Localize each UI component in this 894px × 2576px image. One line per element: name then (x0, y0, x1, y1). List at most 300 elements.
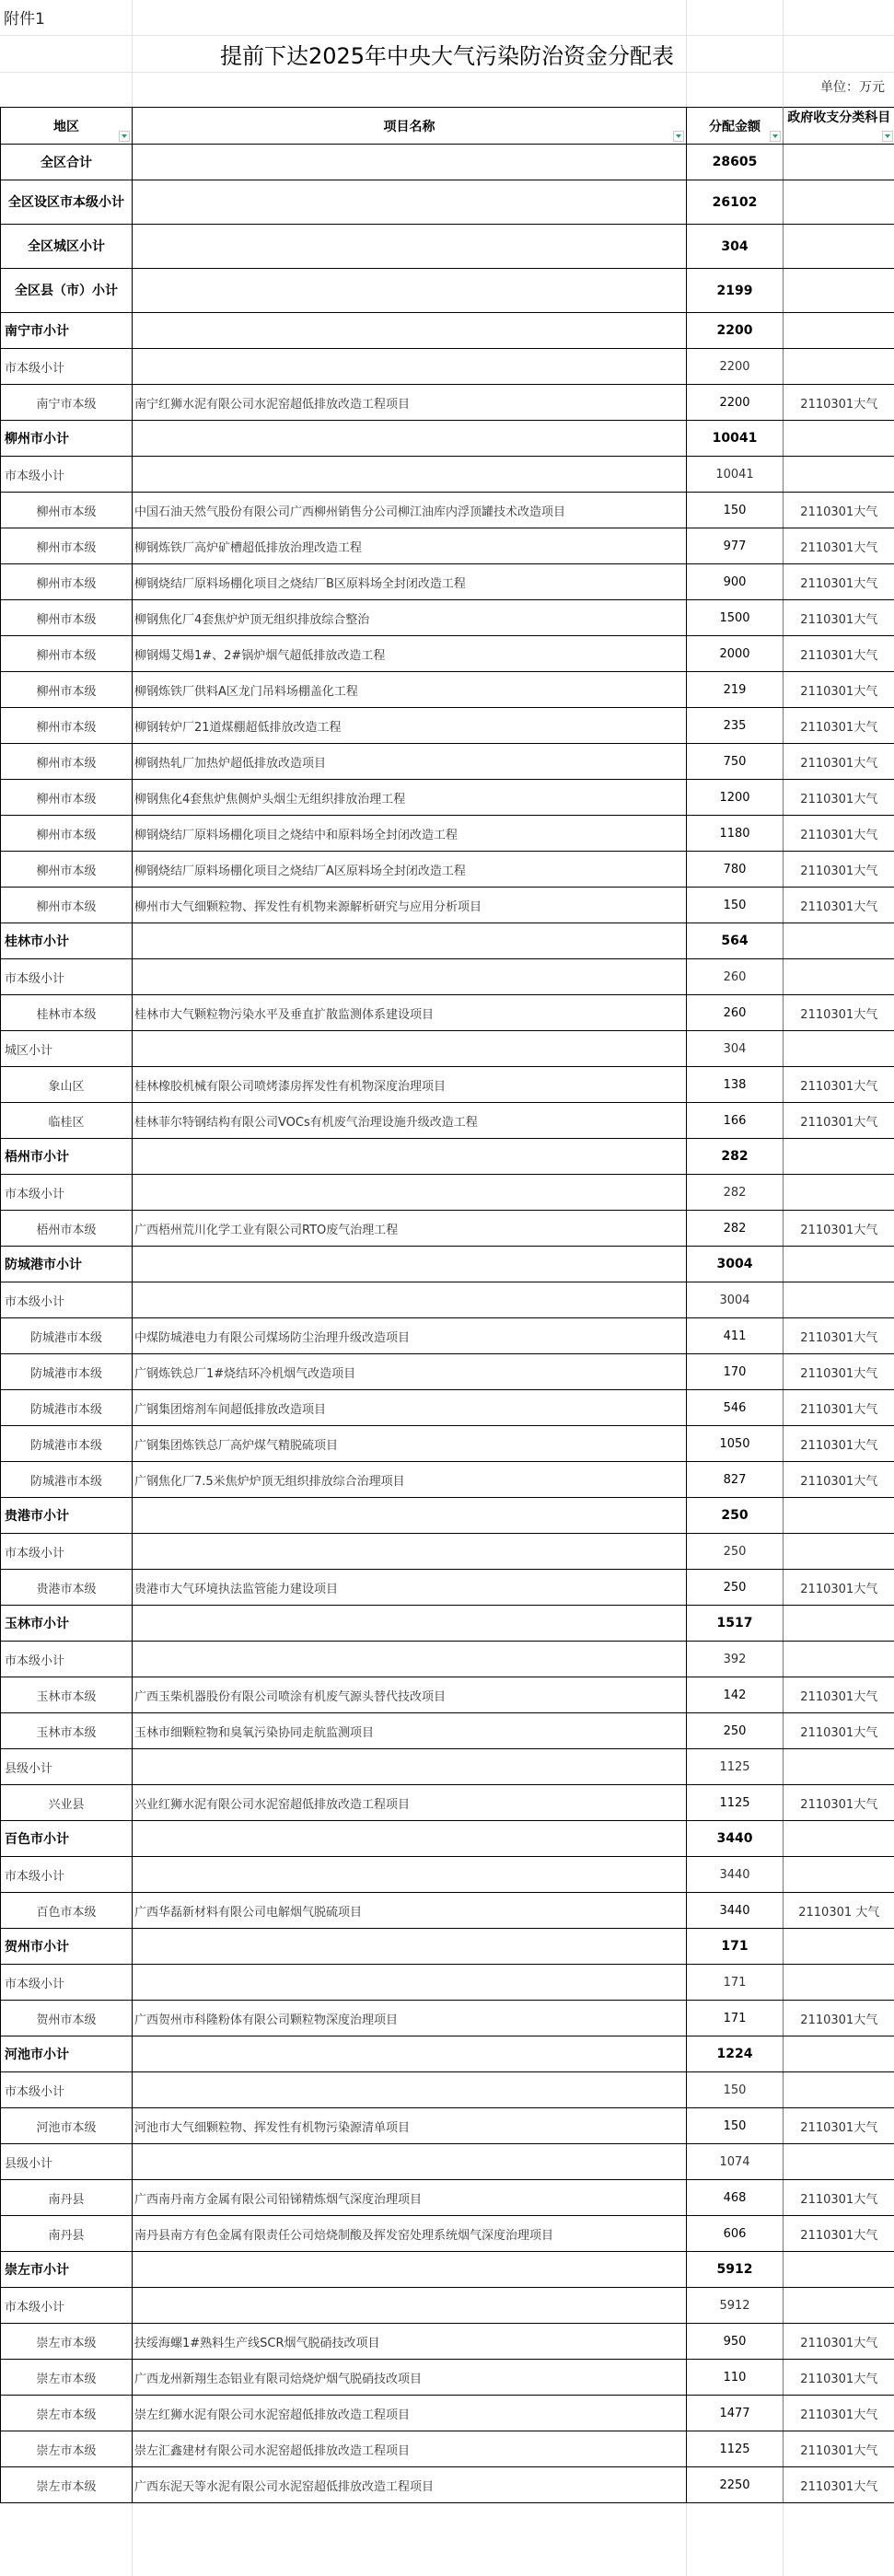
table-row (1, 744, 894, 780)
project-name-cell[interactable]: 南宁红狮水泥有限公司水泥窑超低排放改造工程项目 (133, 385, 687, 421)
classification-cell[interactable]: 2110301大气 (784, 816, 894, 852)
classification-cell[interactable] (784, 1139, 894, 1175)
classification-cell[interactable] (784, 2288, 894, 2324)
amount-cell[interactable]: 28605 (687, 145, 784, 180)
table-row (1, 1929, 894, 1965)
amount-cell[interactable]: 171 (687, 1965, 784, 2001)
amount-cell[interactable]: 606 (687, 2216, 784, 2252)
classification-cell[interactable] (784, 1929, 894, 1965)
amount-cell[interactable]: 250 (687, 1570, 784, 1606)
region-cell[interactable]: 贺州市小计 (1, 1929, 133, 1965)
region-cell[interactable]: 百色市小计 (1, 1821, 133, 1857)
classification-cell[interactable]: 2110301大气 (784, 780, 894, 816)
classification-cell[interactable]: 2110301大气 (784, 2396, 894, 2431)
region-cell[interactable]: 柳州市本级 (1, 708, 133, 744)
project-name-cell[interactable]: 柳钢烧结厂原料场棚化项目之烧结中和原料场全封闭改造工程 (133, 816, 687, 852)
amount-cell[interactable]: 1200 (687, 780, 784, 816)
amount-cell[interactable]: 1125 (687, 1749, 784, 1785)
filter-dropdown-icon[interactable] (770, 131, 781, 142)
region-cell[interactable]: 柳州市本级 (1, 493, 133, 528)
amount-cell[interactable]: 150 (687, 2072, 784, 2108)
project-name-cell[interactable] (133, 1857, 687, 1893)
region-cell[interactable]: 全区设区市本级小计 (1, 180, 133, 225)
amount-cell[interactable]: 138 (687, 1067, 784, 1103)
table-row (1, 1247, 894, 1282)
allocation-table (0, 107, 894, 2503)
classification-cell[interactable]: 2110301大气 (784, 528, 894, 564)
amount-cell[interactable]: 282 (687, 1139, 784, 1175)
project-name-cell[interactable] (133, 349, 687, 385)
table-row (1, 180, 894, 225)
table-row (1, 2072, 894, 2108)
project-name-cell[interactable]: 河池市大气细颗粒物、挥发性有机物污染源清单项目 (133, 2108, 687, 2144)
classification-cell[interactable] (784, 1498, 894, 1534)
project-name-cell[interactable] (133, 269, 687, 313)
table-row (1, 923, 894, 959)
project-name-cell[interactable]: 南丹县南方有色金属有限责任公司焙烧制酸及挥发窑处理系统烟气深度治理项目 (133, 2216, 687, 2252)
amount-cell[interactable]: 10041 (687, 457, 784, 493)
amount-cell[interactable]: 900 (687, 564, 784, 600)
amount-cell[interactable]: 1125 (687, 2431, 784, 2467)
region-cell[interactable]: 玉林市本级 (1, 1713, 133, 1749)
region-cell[interactable]: 市本级小计 (1, 959, 133, 995)
project-name-cell[interactable] (133, 1606, 687, 1642)
region-cell[interactable]: 河池市本级 (1, 2108, 133, 2144)
amount-cell[interactable]: 219 (687, 672, 784, 708)
classification-cell[interactable] (784, 2144, 894, 2180)
project-name-cell[interactable]: 柳钢热轧厂加热炉超低排放改造项目 (133, 744, 687, 780)
attachment-label: 附件1 (4, 10, 45, 29)
region-cell[interactable]: 玉林市小计 (1, 1606, 133, 1642)
project-name-cell[interactable]: 柳钢烧结厂原料场棚化项目之烧结厂B区原料场全封闭改造工程 (133, 564, 687, 600)
classification-cell[interactable] (784, 2036, 894, 2072)
project-name-cell[interactable]: 贵港市大气环境执法监管能力建设项目 (133, 1570, 687, 1606)
amount-cell[interactable]: 2200 (687, 349, 784, 385)
classification-cell[interactable]: 2110301大气 (784, 2180, 894, 2216)
table-row (1, 1606, 894, 1642)
classification-cell[interactable]: 2110301大气 (784, 1426, 894, 1462)
table-row (1, 2180, 894, 2216)
region-cell[interactable]: 崇左市本级 (1, 2396, 133, 2431)
amount-cell[interactable]: 3440 (687, 1857, 784, 1893)
project-name-cell[interactable]: 柳钢炼铁厂供料A区龙门吊料场棚盖化工程 (133, 672, 687, 708)
classification-cell[interactable] (784, 180, 894, 225)
region-cell[interactable]: 市本级小计 (1, 2072, 133, 2108)
amount-cell[interactable]: 250 (687, 1534, 784, 1570)
amount-cell[interactable]: 150 (687, 2108, 784, 2144)
project-name-cell[interactable]: 广西梧州荒川化学工业有限公司RTO废气治理工程 (133, 1211, 687, 1247)
region-cell[interactable]: 全区县（市）小计 (1, 269, 133, 313)
project-name-cell[interactable] (133, 1247, 687, 1282)
project-name-cell[interactable] (133, 1534, 687, 1570)
classification-cell[interactable] (784, 959, 894, 995)
table-row (1, 1067, 894, 1103)
region-cell[interactable]: 县级小计 (1, 1749, 133, 1785)
table-row (1, 2144, 894, 2180)
project-name-cell[interactable]: 中国石油天然气股份有限公司广西柳州销售分公司柳江油库内浮顶罐技术改造项目 (133, 493, 687, 528)
classification-cell[interactable] (784, 1749, 894, 1785)
project-name-cell[interactable]: 广西贺州市科隆粉体有限公司颗粒物深度治理项目 (133, 2001, 687, 2036)
project-name-cell[interactable] (133, 225, 687, 269)
amount-cell[interactable]: 411 (687, 1318, 784, 1354)
project-name-cell[interactable] (133, 457, 687, 493)
amount-cell[interactable]: 392 (687, 1642, 784, 1677)
amount-cell[interactable]: 2200 (687, 385, 784, 421)
project-name-cell[interactable]: 柳钢烧结厂原料场棚化项目之烧结厂A区原料场全封闭改造工程 (133, 852, 687, 888)
region-cell[interactable]: 防城港市本级 (1, 1354, 133, 1390)
amount-cell[interactable]: 5912 (687, 2288, 784, 2324)
classification-cell[interactable] (784, 349, 894, 385)
amount-cell[interactable]: 2250 (687, 2467, 784, 2503)
region-cell[interactable]: 崇左市本级 (1, 2324, 133, 2360)
table-body (1, 145, 894, 2503)
classification-cell[interactable]: 2110301大气 (784, 1354, 894, 1390)
region-cell[interactable]: 市本级小计 (1, 349, 133, 385)
amount-cell[interactable]: 150 (687, 888, 784, 923)
project-name-cell[interactable]: 广西玉柴机器股份有限公司喷涂有机废气源头替代技改项目 (133, 1677, 687, 1713)
region-cell[interactable]: 贺州市本级 (1, 2001, 133, 2036)
table-row (1, 600, 894, 636)
region-cell[interactable]: 柳州市本级 (1, 528, 133, 564)
region-cell[interactable]: 柳州市本级 (1, 600, 133, 636)
amount-cell[interactable]: 171 (687, 1929, 784, 1965)
project-name-cell[interactable] (133, 421, 687, 457)
classification-cell[interactable]: 2110301大气 (784, 600, 894, 636)
region-cell[interactable]: 南宁市小计 (1, 313, 133, 349)
project-name-cell[interactable] (133, 2252, 687, 2288)
region-cell[interactable]: 柳州市本级 (1, 564, 133, 600)
region-cell[interactable]: 贵港市本级 (1, 1570, 133, 1606)
classification-cell[interactable]: 2110301大气 (784, 708, 894, 744)
project-name-cell[interactable]: 桂林市大气颗粒物污染水平及垂直扩散监测体系建设项目 (133, 995, 687, 1031)
classification-cell[interactable]: 2110301大气 (784, 2431, 894, 2467)
classification-cell[interactable] (784, 225, 894, 269)
region-cell[interactable]: 市本级小计 (1, 1857, 133, 1893)
classification-cell[interactable]: 2110301大气 (784, 636, 894, 672)
table-row (1, 2467, 894, 2503)
amount-cell[interactable]: 1477 (687, 2396, 784, 2431)
table-row (1, 1211, 894, 1247)
project-name-cell[interactable] (133, 2288, 687, 2324)
classification-cell[interactable]: 2110301 大气 (784, 1893, 894, 1929)
project-name-cell[interactable]: 柳钢炼铁厂高炉矿槽超低排放治理改造工程 (133, 528, 687, 564)
region-cell[interactable]: 市本级小计 (1, 1175, 133, 1211)
classification-cell[interactable]: 2110301大气 (784, 2467, 894, 2503)
amount-cell[interactable]: 1500 (687, 600, 784, 636)
region-cell[interactable]: 玉林市本级 (1, 1677, 133, 1713)
classification-cell[interactable] (784, 1175, 894, 1211)
amount-cell[interactable]: 2200 (687, 313, 784, 349)
classification-cell[interactable]: 2110301大气 (784, 1211, 894, 1247)
amount-cell[interactable]: 110 (687, 2360, 784, 2396)
classification-cell[interactable] (784, 269, 894, 313)
region-cell[interactable]: 全区城区小计 (1, 225, 133, 269)
classification-cell[interactable]: 2110301大气 (784, 2360, 894, 2396)
table-row (1, 1354, 894, 1390)
project-name-cell[interactable]: 桂林菲尔特钢结构有限公司VOCs有机废气治理设施升级改造工程 (133, 1103, 687, 1139)
project-name-cell[interactable]: 柳钢煬艾煬1#、2#锅炉烟气超低排放改造工程 (133, 636, 687, 672)
region-cell[interactable]: 防城港市本级 (1, 1462, 133, 1498)
classification-cell[interactable] (784, 2252, 894, 2288)
classification-cell[interactable]: 2110301大气 (784, 1103, 894, 1139)
amount-cell[interactable]: 3440 (687, 1821, 784, 1857)
classification-cell[interactable]: 2110301大气 (784, 2216, 894, 2252)
project-name-cell[interactable]: 崇左红狮水泥有限公司水泥窑超低排放改造工程项目 (133, 2396, 687, 2431)
table-row (1, 1965, 894, 2001)
table-row (1, 816, 894, 852)
classification-cell[interactable]: 2110301大气 (784, 1462, 894, 1498)
region-cell[interactable]: 柳州市本级 (1, 672, 133, 708)
region-cell[interactable]: 全区合计 (1, 145, 133, 180)
region-cell[interactable]: 市本级小计 (1, 1642, 133, 1677)
classification-cell[interactable]: 2110301大气 (784, 2108, 894, 2144)
classification-cell[interactable]: 2110301大气 (784, 744, 894, 780)
project-name-cell[interactable] (133, 1642, 687, 1677)
project-name-cell[interactable] (133, 313, 687, 349)
region-cell[interactable]: 梧州市小计 (1, 1139, 133, 1175)
project-name-cell[interactable]: 广钢炼铁总厂1#烧结环冷机烟气改造项目 (133, 1354, 687, 1390)
region-cell[interactable]: 防城港市本级 (1, 1390, 133, 1426)
region-cell[interactable]: 市本级小计 (1, 1965, 133, 2001)
table-row (1, 145, 894, 180)
classification-cell[interactable] (784, 457, 894, 493)
amount-cell[interactable]: 304 (687, 1031, 784, 1067)
classification-cell[interactable]: 2110301大气 (784, 2324, 894, 2360)
amount-cell[interactable]: 827 (687, 1462, 784, 1498)
classification-cell[interactable] (784, 1606, 894, 1642)
project-name-cell[interactable] (133, 1498, 687, 1534)
amount-cell[interactable]: 250 (687, 1498, 784, 1534)
classification-cell[interactable]: 2110301大气 (784, 1067, 894, 1103)
amount-cell[interactable]: 1180 (687, 816, 784, 852)
amount-cell[interactable]: 1074 (687, 2144, 784, 2180)
region-cell[interactable]: 柳州市本级 (1, 816, 133, 852)
amount-cell[interactable]: 5912 (687, 2252, 784, 2288)
amount-cell[interactable]: 750 (687, 744, 784, 780)
classification-cell[interactable]: 2110301大气 (784, 1390, 894, 1426)
amount-cell[interactable]: 304 (687, 225, 784, 269)
filter-dropdown-icon[interactable] (119, 131, 130, 142)
region-cell[interactable]: 柳州市小计 (1, 421, 133, 457)
project-name-cell[interactable]: 广西华磊新材料有限公司电解烟气脱硫项目 (133, 1893, 687, 1929)
amount-cell[interactable]: 546 (687, 1390, 784, 1426)
classification-cell[interactable] (784, 1821, 894, 1857)
project-name-cell[interactable] (133, 1175, 687, 1211)
region-cell[interactable]: 崇左市本级 (1, 2431, 133, 2467)
amount-cell[interactable]: 1050 (687, 1426, 784, 1462)
table-row (1, 708, 894, 744)
amount-cell[interactable]: 2000 (687, 636, 784, 672)
amount-cell[interactable]: 171 (687, 2001, 784, 2036)
region-cell[interactable]: 市本级小计 (1, 1534, 133, 1570)
amount-cell[interactable]: 150 (687, 493, 784, 528)
amount-cell[interactable]: 235 (687, 708, 784, 744)
region-cell[interactable]: 崇左市小计 (1, 2252, 133, 2288)
table-row (1, 564, 894, 600)
project-name-cell[interactable] (133, 145, 687, 180)
amount-cell[interactable]: 1224 (687, 2036, 784, 2072)
table-row (1, 1031, 894, 1067)
amount-cell[interactable]: 977 (687, 528, 784, 564)
classification-cell[interactable]: 2110301大气 (784, 1785, 894, 1821)
classification-cell[interactable] (784, 1282, 894, 1318)
table-row (1, 493, 894, 528)
table-row (1, 2001, 894, 2036)
classification-cell[interactable] (784, 1031, 894, 1067)
table-row (1, 421, 894, 457)
region-cell[interactable]: 贵港市小计 (1, 1498, 133, 1534)
amount-cell[interactable]: 166 (687, 1103, 784, 1139)
region-cell[interactable]: 柳州市本级 (1, 636, 133, 672)
region-cell[interactable]: 百色市本级 (1, 1893, 133, 1929)
project-name-cell[interactable] (133, 1139, 687, 1175)
amount-cell[interactable]: 780 (687, 852, 784, 888)
project-name-cell[interactable]: 广西龙州新翔生态铝业有限司焙烧炉烟气脱硝技改项目 (133, 2360, 687, 2396)
region-cell[interactable]: 梧州市本级 (1, 1211, 133, 1247)
classification-cell[interactable] (784, 1642, 894, 1677)
region-cell[interactable]: 象山区 (1, 1067, 133, 1103)
project-name-cell[interactable] (133, 2144, 687, 2180)
table-row (1, 2431, 894, 2467)
classification-cell[interactable] (784, 2072, 894, 2108)
classification-cell[interactable] (784, 313, 894, 349)
table-row (1, 780, 894, 816)
region-cell[interactable]: 南宁市本级 (1, 385, 133, 421)
project-name-cell[interactable] (133, 1929, 687, 1965)
project-name-cell[interactable]: 中煤防城港电力有限公司煤场防尘治理升级改造项目 (133, 1318, 687, 1354)
classification-cell[interactable] (784, 421, 894, 457)
table-row (1, 1390, 894, 1426)
project-name-cell[interactable]: 柳钢转炉厂21道煤棚超低排放改造工程 (133, 708, 687, 744)
amount-cell[interactable]: 1125 (687, 1785, 784, 1821)
classification-cell[interactable]: 2110301大气 (784, 672, 894, 708)
project-name-cell[interactable] (133, 1282, 687, 1318)
amount-cell[interactable]: 3004 (687, 1247, 784, 1282)
region-cell[interactable]: 柳州市本级 (1, 888, 133, 923)
filter-dropdown-icon[interactable] (882, 131, 893, 142)
classification-cell[interactable] (784, 1247, 894, 1282)
project-name-cell[interactable] (133, 2036, 687, 2072)
project-name-cell[interactable]: 柳钢焦化厂4套焦炉炉顶无组织排放综合整治 (133, 600, 687, 636)
region-cell[interactable]: 河池市小计 (1, 2036, 133, 2072)
classification-cell[interactable]: 2110301大气 (784, 385, 894, 421)
amount-cell[interactable]: 260 (687, 995, 784, 1031)
amount-cell[interactable]: 564 (687, 923, 784, 959)
amount-cell[interactable]: 3004 (687, 1282, 784, 1318)
column-header-region: 地区 (1, 108, 133, 145)
project-name-cell[interactable] (133, 1749, 687, 1785)
project-name-cell[interactable]: 广钢集团熔剂车间超低排放改造项目 (133, 1390, 687, 1426)
classification-cell[interactable]: 2110301大气 (784, 995, 894, 1031)
amount-cell[interactable]: 282 (687, 1211, 784, 1247)
amount-cell[interactable]: 1517 (687, 1606, 784, 1642)
project-name-cell[interactable]: 桂林橡胶机械有限公司喷烤漆房挥发性有机物深度治理项目 (133, 1067, 687, 1103)
project-name-cell[interactable]: 柳州市大气细颗粒物、挥发性有机物来源解析研究与应用分析项目 (133, 888, 687, 923)
region-cell[interactable]: 柳州市本级 (1, 744, 133, 780)
project-name-cell[interactable]: 崇左汇鑫建材有限公司水泥窑超低排放改造工程项目 (133, 2431, 687, 2467)
project-name-cell[interactable]: 广钢焦化厂7.5米焦炉炉顶无组织排放综合治理项目 (133, 1462, 687, 1498)
table-row (1, 852, 894, 888)
region-cell[interactable]: 桂林市本级 (1, 995, 133, 1031)
amount-cell[interactable]: 282 (687, 1175, 784, 1211)
region-cell[interactable]: 桂林市小计 (1, 923, 133, 959)
project-name-cell[interactable]: 广钢集团炼铁总厂高炉煤气精脱硫项目 (133, 1426, 687, 1462)
classification-cell[interactable] (784, 1534, 894, 1570)
region-cell[interactable]: 柳州市本级 (1, 780, 133, 816)
project-name-cell[interactable]: 玉林市细颗粒物和臭氧污染协同走航监测项目 (133, 1713, 687, 1749)
classification-cell[interactable]: 2110301大气 (784, 1570, 894, 1606)
amount-cell[interactable]: 950 (687, 2324, 784, 2360)
project-name-cell[interactable]: 广西东泥天等水泥有限公司水泥窑超低排放改造工程项目 (133, 2467, 687, 2503)
project-name-cell[interactable] (133, 2072, 687, 2108)
amount-cell[interactable]: 170 (687, 1354, 784, 1390)
project-name-cell[interactable]: 兴业红狮水泥有限公司水泥窑超低排放改造工程项目 (133, 1785, 687, 1821)
table-row (1, 672, 894, 708)
amount-cell[interactable]: 142 (687, 1677, 784, 1713)
region-cell[interactable]: 市本级小计 (1, 457, 133, 493)
region-cell[interactable]: 崇左市本级 (1, 2360, 133, 2396)
project-name-cell[interactable]: 柳钢焦化4套焦炉焦侧炉头烟尘无组织排放治理工程 (133, 780, 687, 816)
project-name-cell[interactable] (133, 180, 687, 225)
region-cell[interactable]: 临桂区 (1, 1103, 133, 1139)
region-cell[interactable]: 南丹县 (1, 2180, 133, 2216)
table-row (1, 1570, 894, 1606)
region-cell[interactable]: 南丹县 (1, 2216, 133, 2252)
amount-cell[interactable]: 3440 (687, 1893, 784, 1929)
table-row (1, 1103, 894, 1139)
amount-cell[interactable]: 260 (687, 959, 784, 995)
region-cell[interactable]: 柳州市本级 (1, 852, 133, 888)
project-name-cell[interactable]: 扶绥海螺1#熟料生产线SCR烟气脱硝技改项目 (133, 2324, 687, 2360)
classification-cell[interactable] (784, 923, 894, 959)
project-name-cell[interactable] (133, 959, 687, 995)
table-row (1, 888, 894, 923)
region-cell[interactable]: 防城港市本级 (1, 1318, 133, 1354)
classification-cell[interactable] (784, 145, 894, 180)
amount-cell[interactable]: 26102 (687, 180, 784, 225)
project-name-cell[interactable] (133, 1821, 687, 1857)
classification-cell[interactable]: 2110301大气 (784, 493, 894, 528)
classification-cell[interactable]: 2110301大气 (784, 888, 894, 923)
classification-cell[interactable]: 2110301大气 (784, 564, 894, 600)
amount-cell[interactable]: 10041 (687, 421, 784, 457)
classification-cell[interactable] (784, 1857, 894, 1893)
region-cell[interactable]: 崇左市本级 (1, 2467, 133, 2503)
amount-cell[interactable]: 2199 (687, 269, 784, 313)
classification-cell[interactable]: 2110301大气 (784, 2001, 894, 2036)
region-cell[interactable]: 县级小计 (1, 2144, 133, 2180)
classification-cell[interactable]: 2110301大气 (784, 852, 894, 888)
amount-cell[interactable]: 250 (687, 1713, 784, 1749)
project-name-cell[interactable] (133, 1031, 687, 1067)
classification-cell[interactable] (784, 1965, 894, 2001)
filter-dropdown-icon[interactable] (673, 131, 684, 142)
table-row (1, 313, 894, 349)
classification-cell[interactable]: 2110301大气 (784, 1318, 894, 1354)
project-name-cell[interactable]: 广西南丹南方金属有限公司铅锑精炼烟气深度治理项目 (133, 2180, 687, 2216)
region-cell[interactable]: 兴业县 (1, 1785, 133, 1821)
project-name-cell[interactable] (133, 923, 687, 959)
project-name-cell[interactable] (133, 1965, 687, 2001)
region-cell[interactable]: 城区小计 (1, 1031, 133, 1067)
region-cell[interactable]: 市本级小计 (1, 1282, 133, 1318)
region-cell[interactable]: 防城港市小计 (1, 1247, 133, 1282)
region-cell[interactable]: 市本级小计 (1, 2288, 133, 2324)
classification-cell[interactable]: 2110301大气 (784, 1677, 894, 1713)
classification-cell[interactable]: 2110301大气 (784, 1713, 894, 1749)
region-cell[interactable]: 防城港市本级 (1, 1426, 133, 1462)
amount-cell[interactable]: 468 (687, 2180, 784, 2216)
